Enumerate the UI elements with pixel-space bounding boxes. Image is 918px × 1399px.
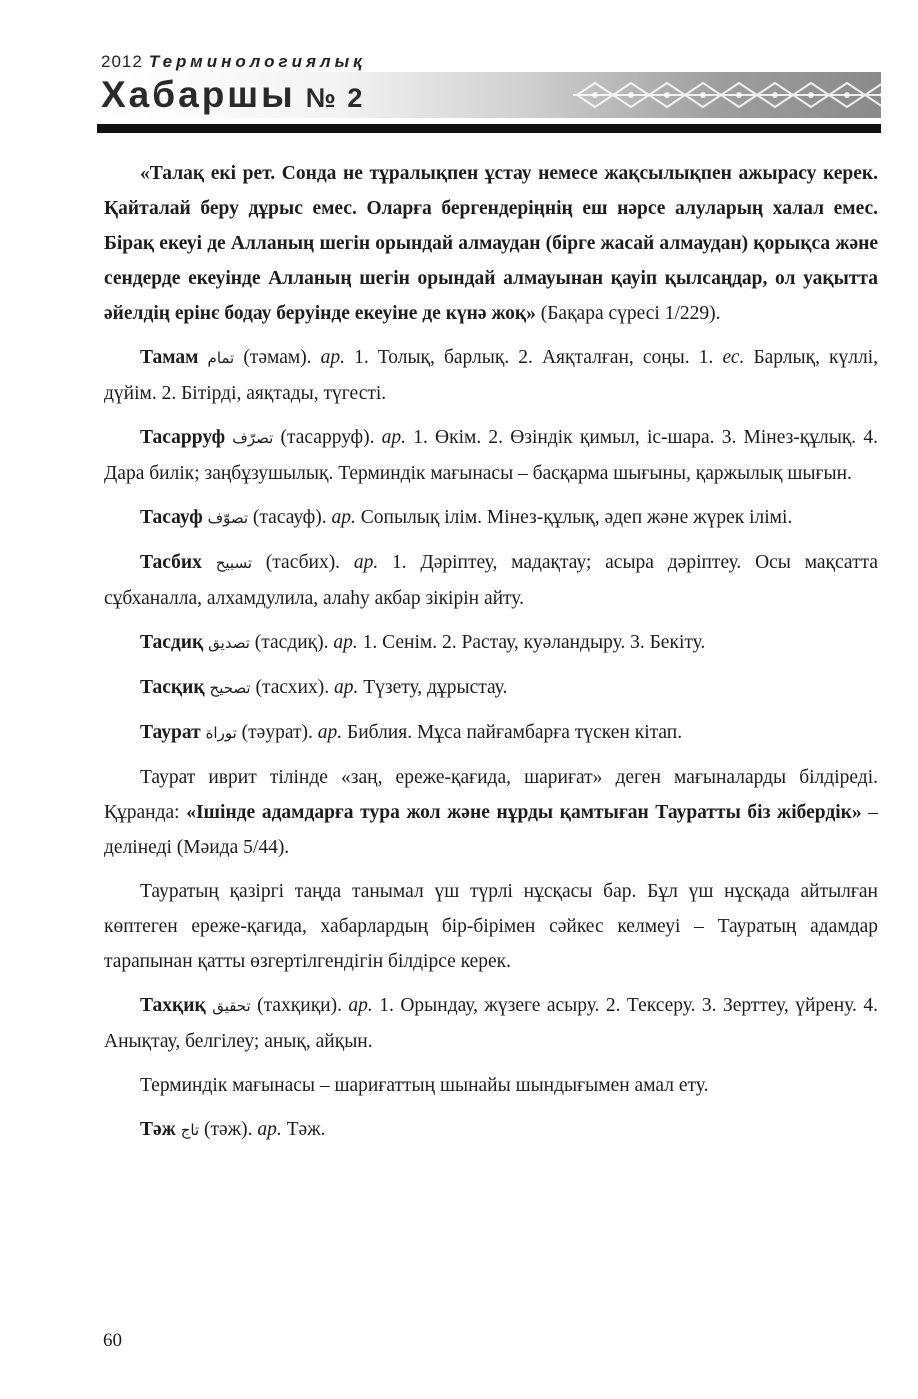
language-abbr: ар. [320, 347, 346, 368]
entry-definition: Түзету, дұрыстау. [358, 677, 508, 698]
entry-transliteration: (тахқиқи). [250, 995, 349, 1016]
language-abbr: ар. [348, 995, 373, 1016]
taurat-versions [104, 874, 878, 979]
entry-definition: 1. Орындау, жүзеге асыру. 2. Тексеру. 3. Зерттеу, үйрену. 4. Анықтау, белгілеу; анық, айқын. [104, 995, 878, 1052]
language-abbr: ар. [317, 722, 343, 743]
language-abbr: ар. [331, 507, 356, 528]
entry-tamam [104, 340, 878, 411]
language-abbr: ар. [257, 1119, 282, 1140]
entry-definition: 1. Өкім. 2. Өзіндік қимыл, іс-шара. 3. Мінез-құлық. 4. Дара билік; заңбұзушылық. Терминдік мағынасы – басқарма шығыны, қаржылық шығын. [104, 427, 878, 484]
arabic-word: تصديق [208, 634, 250, 652]
entry-transliteration: (тәурат). [236, 722, 318, 743]
entry-term: Тасауф [140, 507, 203, 528]
page-number: 60 [103, 1330, 122, 1351]
entry-tasbih [104, 545, 878, 616]
language-abbr: ар. [333, 632, 358, 653]
journal-name: Хабаршы [101, 74, 296, 115]
entry-term: Тасқиқ [140, 677, 205, 698]
paragraph-text: Тауратың қазіргі таңда танымал үш түрлі нұсқасы бар. Бұл үш нұсқада айтылған көптеген ереже-қағида, хабарлардың бір-бірімен сәйкес келмеуі – Тауратың адамдар тарапынан қатты өзгертілгендігін білдірсе керек. [104, 881, 878, 972]
entry-definition: Сопылық ілім. Мінез-құлық, әдеп және жүрек ілімі. [355, 507, 793, 528]
arabic-word: توراة [205, 724, 237, 742]
language-abbr: ес. [722, 347, 745, 368]
entry-tasdiq [104, 625, 878, 661]
year: 2012 [101, 52, 143, 71]
issue-number: № 2 [305, 83, 365, 113]
arabic-word: تصرّف [232, 429, 274, 447]
entry-tahqiq [104, 988, 878, 1059]
entry-taurat [104, 715, 878, 751]
entry-definition: Библия. Мұса пайғамбарға түскен кітап. [342, 722, 683, 743]
entry-transliteration: (тасауф). [248, 507, 332, 528]
entry-transliteration: (тәмам). [234, 347, 321, 368]
arabic-word: تصوّف [207, 509, 249, 527]
arabic-word: تاج [180, 1121, 200, 1139]
series-name: Терминологиялық [148, 52, 366, 71]
journal-title [101, 74, 364, 116]
entry-transliteration: (тасхих). [250, 677, 334, 698]
paragraph-text: Терминдік мағынасы – шариғаттың шынайы шындығымен амал ету. [140, 1075, 709, 1096]
entry-term: Тасбих [140, 552, 202, 573]
entry-definition: Барлық, күллі, дүйім. 2. Бітірді, аяқтады, түгесті. [104, 347, 879, 404]
entry-term: Тасдиқ [140, 632, 204, 653]
ornament-icon [573, 78, 918, 112]
quote-text: «Талақ екі рет. Сонда не тұралықпен ұстау немесе жақсылықпен ажырасу керек. Қайталай беру дұрыс емес. Оларға бергендеріңнің еш нәрсе алуларың халал емес. Бірақ екеуі де Алланың шегін орындай алмаудан (бірге жасай алмаудан) қорықса және сендерде екеуінде Алланың шегін орындай алмауынан қауіп қылсаңдар, ол уақытта әйелдің ерінє бодау беруінде екеуіне де күнә жоқ» [104, 163, 878, 324]
taurat-explanation [104, 760, 878, 865]
entry-taj [104, 1112, 878, 1148]
entry-transliteration: (тасбих). [252, 552, 354, 573]
journal-series-line [101, 52, 366, 72]
entry-term: Таурат [140, 722, 201, 743]
entry-tasqiq [104, 670, 878, 706]
arabic-word: تصحيح [209, 679, 251, 697]
arabic-word: تحقيق [212, 997, 251, 1015]
page-header [0, 0, 918, 140]
entry-definition: 1. Толық, барлық. 2. Аяқталған, соңы. 1. [345, 347, 723, 368]
entry-transliteration: (тәж). [199, 1119, 258, 1140]
header-rule [97, 124, 881, 133]
entry-tasauf [104, 500, 878, 536]
entry-definition: 1. Сенім. 2. Растау, куәландыру. 3. Бекіту. [357, 632, 706, 653]
language-abbr: ар. [333, 677, 359, 698]
quran-quote: «Ішінде адамдарға тура жол және нұрды қамтыған Тауратты біз жібердік» [186, 802, 862, 823]
quote-source: (Бақара сүресі 1/229). [535, 303, 721, 324]
paragraph-text: – делінеді (Мәида 5/44). [104, 802, 879, 858]
entry-definition: 1. Дәріптеу, мадақтау; асыра дәріптеу. Осы мақсатта сұбханалла, алхамдулила, алаһу акбар зікірін айту. [104, 552, 879, 609]
entry-definition: Тәж. [281, 1119, 326, 1140]
entry-tasarruf [104, 420, 878, 491]
entry-term: Тамам [140, 347, 199, 368]
entry-transliteration: (тасдиқ). [249, 632, 334, 653]
title-banner [97, 72, 881, 118]
entry-transliteration: (тасарруф). [273, 427, 382, 448]
entry-term: Тасарруф [140, 427, 226, 448]
entry-term: Тахқиқ [140, 995, 206, 1016]
paragraph-text: Таурат иврит тілінде «заң, ереже-қағида, шариғат» деген мағыналарды білдіреді. Құранда: [104, 767, 878, 823]
entry-term: Тәж [140, 1119, 176, 1140]
article-body [104, 156, 878, 1157]
arabic-word: تسبيح [215, 554, 252, 572]
quote-paragraph [104, 156, 878, 331]
terminological-meaning [104, 1068, 878, 1103]
arabic-word: تمام [207, 349, 235, 367]
language-abbr: ар. [381, 427, 407, 448]
language-abbr: ар. [353, 552, 379, 573]
